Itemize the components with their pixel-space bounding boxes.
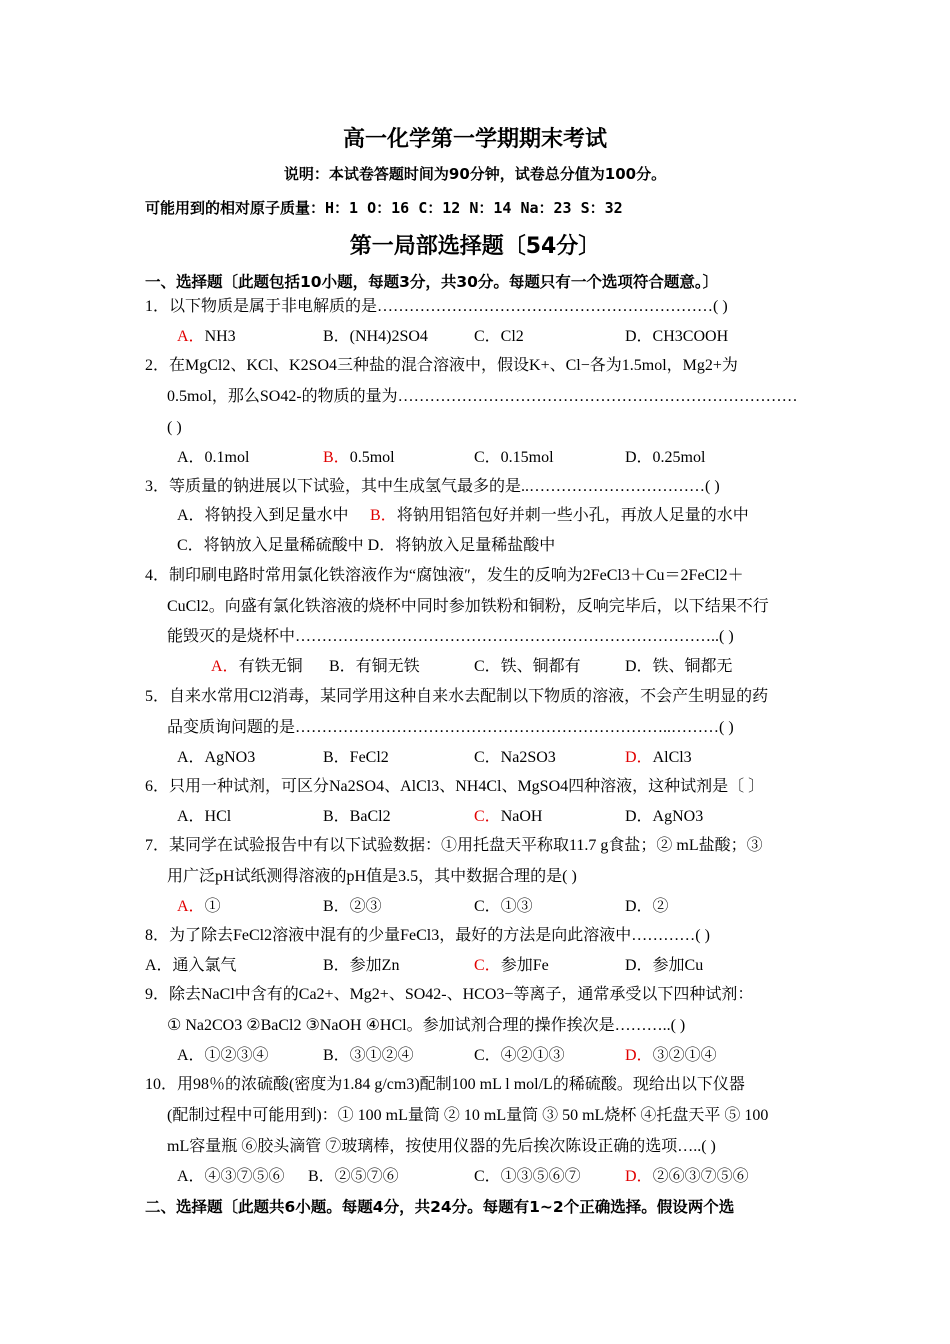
q8-stem: 8．为了除去FeCl2溶液中混有的少量FeCl3，最好的方法是向此溶液中…………( ) [145,927,710,944]
q4-option-b: B．有铜无铁 [329,658,420,675]
q8-option-d: D．参加Cu [625,957,704,974]
q9-option-b: B．③①②④ [323,1047,414,1064]
q6-option-a: A．HCl [177,808,232,825]
q7-answer-letter: A． [177,898,205,915]
q5-option-a: A．AgNO3 [177,749,256,766]
q7-option-d: D．② [625,898,669,915]
q2-line2: 0.5mol，那么SO42-的物质的量为………………………………………………………………… [167,388,798,405]
q5-line1: 5．自来水常用Cl2消毒，某同学用这种自来水去配制以下物质的溶液，不会产生明显的药 [145,688,769,705]
q2-option-d: D．0.25mol [625,449,706,466]
q5-option-d: D．AlCl3 [625,749,692,766]
section1-heading: 一、选择题〔此题包括10小题，每题3分，共30分。每题只有一个选项符合题意。〕 [145,273,719,291]
q6-option-b: B．BaCl2 [323,808,391,825]
q1-option-b: B．(NH4)2SO4 [323,328,428,345]
q2-option-c: C．0.15mol [474,449,554,466]
q9-line2: ① Na2CO3 ②BaCl2 ③NaOH ④HCl。参加试剂合理的操作挨次是………..( ) [167,1017,686,1034]
q10-answer-letter: D． [625,1168,653,1185]
atomic-masses: 可能用到的相对原子质量：H：1 O：16 C：12 N：14 Na：23 S：32 [145,199,623,217]
q5-line2: 品变质询问题的是……………………………………………………………..………( ) [167,719,734,736]
q2-option-a: A．0.1mol [177,449,250,466]
q10-option-c: C．①③⑤⑥⑦ [474,1168,581,1185]
q2-option-b: B．0.5mol [323,449,395,466]
q9-answer-letter: D． [625,1047,653,1064]
q1-option-c: C．Cl2 [474,328,524,345]
q4-option-c: C．铁、铜都有 [474,658,581,675]
q10-option-b: B．②⑤⑦⑥ [308,1168,399,1185]
q10-line1: 10．用98％的浓硫酸(密度为1.84 g/cm3)配制100 mL l mol/L的稀硫酸。现给出以下仪器 [145,1076,745,1093]
q5-option-c: C．Na2SO3 [474,749,556,766]
q7-line2: 用广泛pH试纸测得溶液的pH值是3.5，其中数据合理的是( ) [167,868,577,885]
q8-option-c: C．参加Fe [474,957,549,974]
section2-heading: 二、选择题〔此题共6小题。每题4分，共24分。每题有1~2个正确选择。假设两个选 [145,1198,735,1216]
q4-answer-letter: A． [211,658,239,675]
q2-line3: ( ) [167,419,182,436]
q8-answer-letter: C． [474,957,501,974]
q9-option-a: A．①②③④ [177,1047,269,1064]
q3-answer-letter: B． [370,507,397,524]
q6-answer-letter: C． [474,808,501,825]
q6-stem: 6．只用一种试剂，可区分Na2SO4、AlCl3、NH4Cl、MgSO4四种溶液，这种试剂是〔 〕 [145,778,765,795]
q7-option-b: B．②③ [323,898,382,915]
q7-option-a: A．① [177,898,221,915]
q5-option-b: B．FeCl2 [323,749,389,766]
q7-line1: 7．某同学在试验报告中有以下试验数据：①用托盘天平称取11.7 g食盐；② mL盐酸；③ [145,837,763,854]
q9-option-c: C．④②①③ [474,1047,565,1064]
q8-option-a: A．通入氯气 [145,957,237,974]
exam-note: 说明：本试卷答题时间为90分钟，试卷总分值为100分。 [283,165,667,183]
q3-stem: 3．等质量的钠进展以下试验，其中生成氢气最多的是..……………………………( ) [145,478,720,495]
q5-answer-letter: D． [625,749,653,766]
q4-line1: 4．制印刷电路时常用氯化铁溶液作为“腐蚀液″，发生的反响为2FeCl3＋Cu＝2FeCl2＋ [145,567,744,584]
q4-line2: CuCl2。向盛有氯化铁溶液的烧杯中同时参加铁粉和铜粉，反响完毕后，以下结果不行 [167,598,769,615]
q9-option-d: D．③②①④ [625,1047,717,1064]
q1-stem: 1．以下物质是属于非电解质的是………………………………………………………( ) [145,298,728,315]
q2-line1: 2．在MgCl2、KCl、K2SO4三种盐的混合溶液中，假设K+、Cl−各为1.5mol，Mg2+为 [145,357,738,374]
q6-option-c: C．NaOH [474,808,543,825]
q2-answer-letter: B． [323,449,350,466]
q4-option-d: D．铁、铜都无 [625,658,733,675]
q4-line3: 能毁灭的是烧杯中……………………………………………………………………..( ) [167,628,734,645]
q3-option-a: A．将钠投入到足量水中 [177,507,349,524]
q10-option-d: D．②⑥③⑦⑤⑥ [625,1168,749,1185]
q9-line1: 9．除去NaCl中含有的Ca2+、Mg2+、SO42-、HCO3−等离子，通常承受以下四种试剂： [145,986,754,1003]
q3-option-b: B．将钠用铝箔包好并刺一些小孔，再放人足量的水中 [370,507,749,524]
exam-title: 高一化学第一学期期末考试 [342,127,607,152]
q10-line3: mL容量瓶 ⑥胶头滴管 ⑦玻璃棒，按使用仪器的先后挨次陈设正确的选项…..( ) [167,1138,716,1155]
q8-option-b: B．参加Zn [323,957,400,974]
q4-option-a: A．有铁无铜 [211,658,303,675]
q6-option-d: D．AgNO3 [625,808,704,825]
part1-title: 第一局部选择题〔54分〕 [349,234,601,259]
q10-line2: (配制过程中可能用到)：① 100 mL量筒 ② 10 mL量筒 ③ 50 mL烧杯 ④托盘天平 ⑤ 100 [167,1107,769,1124]
q10-option-a: A．④③⑦⑤⑥ [177,1168,285,1185]
q1-answer-letter: A． [177,328,205,345]
q3-options-cd: C．将钠放入足量稀硫酸中 D．将钠放入足量稀盐酸中 [177,537,556,554]
q1-option-d: D．CH3COOH [625,328,729,345]
q7-option-c: C．①③ [474,898,533,915]
q1-option-a: A．NH3 [177,328,236,345]
